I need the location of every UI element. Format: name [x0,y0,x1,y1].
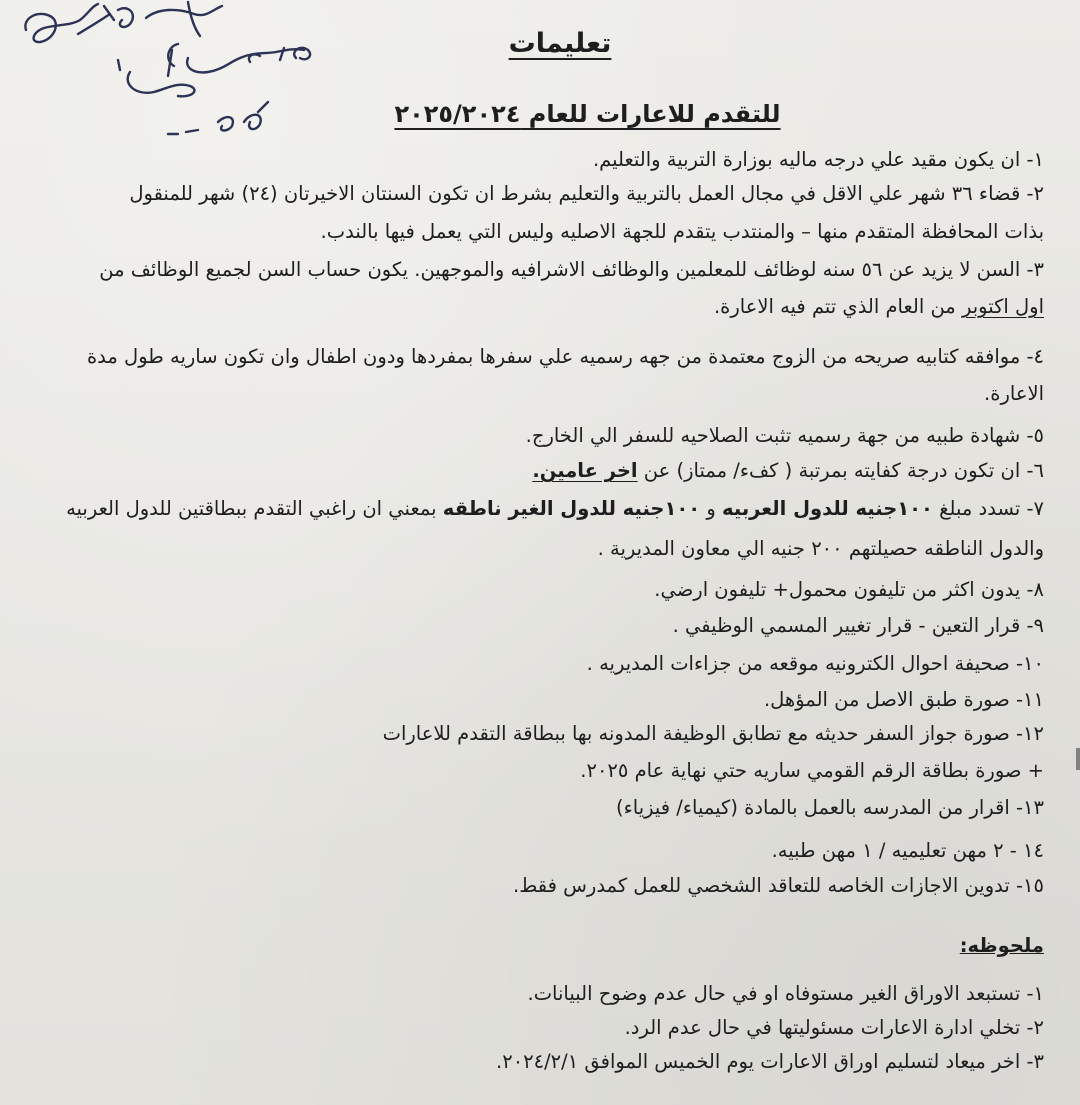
notes-heading: ملحوظه: [959,934,1044,957]
instruction-13: ١٣- اقرار من المدرسه بالعمل بالمادة (كيمياء/ فيزياء) [616,796,1044,819]
bold-period: اخر عامين. [532,459,638,482]
instruction-12-cont: + صورة بطاقة الرقم القومي ساريه حتي نهاية عام ٢٠٢٥. [580,759,1044,782]
note-2: ٢- تخلي ادارة الاعارات مسئوليتها في حال عدم الرد. [624,1016,1044,1039]
instruction-3-cont: اول اكتوبر من العام الذي تتم فيه الاعارة. [713,295,1044,318]
instruction-10: ١٠- صحيفة احوال الكترونيه موقعه من جزاءات المديريه . [586,652,1044,675]
instruction-6: ٦- ان تكون درجة كفايته بمرتبة ( كفء/ ممتاز) عن اخر عامين. [532,459,1044,482]
note-1: ١- تستبعد الاوراق الغير مستوفاه او في حال عدم وضوح البيانات. [527,982,1044,1005]
instruction-2: ٢- قضاء ٣٦ شهر علي الاقل في مجال العمل بالتربية والتعليم بشرط ان تكون السنتان الاخيرتان (٢٤) شهر للمنقول [129,182,1044,205]
note-3: ٣- اخر ميعاد لتسليم اوراق الاعارات يوم الخميس الموافق ٢٠٢٤/٢/١. [496,1050,1044,1073]
instruction-3: ٣- السن لا يزيد عن ٥٦ سنه لوظائف للمعلمين والوظائف الاشرافيه والموجهين. يكون حساب السن لجميع الوظائف من [99,258,1044,281]
instruction-4: ٤- موافقه كتابيه صريحه من الزوج معتمدة من جهه رسميه علي سفرها بمفردها ودون اطفال وان تكون ساريه طول مدة [86,345,1044,368]
instruction-14: ١٤ - ٢ مهن تعليميه / ١ مهن طبيه. [771,839,1044,862]
page-title: تعليمات [508,28,612,59]
fee-arab-countries: ١٠٠جنيه للدول العربيه [722,497,933,520]
instruction-15: ١٥- تدوين الاجازات الخاصه للتعاقد الشخصي للعمل كمدرس فقط. [513,874,1044,897]
instruction-8: ٨- يدون اكثر من تليفون محمول+ تليفون ارضي. [654,578,1044,601]
instruction-7-cont: والدول الناطقه حصيلتهم ٢٠٠ جنيه الي معاون المديرية . [597,537,1044,560]
instruction-9: ٩- قرار التعين - قرار تغيير المسمي الوظيفي . [672,614,1044,637]
instruction-4-cont: الاعارة. [984,382,1044,405]
underlined-date: اول اكتوبر [961,295,1044,318]
page-edge-mark [1076,748,1080,770]
instruction-1: ١- ان يكون مقيد علي درجه ماليه بوزارة التربية والتعليم. [592,148,1044,171]
instruction-2-cont: بذات المحافظة المتقدم منها – والمنتدب يتقدم للجهة الاصليه وليس التي يعمل فيها بالندب. [320,220,1044,243]
fee-non-arab-countries: ١٠٠جنيه للدول الغير ناطقه [442,497,701,520]
instruction-12: ١٢- صورة جواز السفر حديثه مع تطابق الوظيفة المدونه بها ببطاقة التقدم للاعارات [382,722,1044,745]
instruction-5: ٥- شهادة طبيه من جهة رسميه تثبت الصلاحيه للسفر الي الخارج. [525,424,1044,447]
instruction-7: ٧- تسدد مبلغ ١٠٠جنيه للدول العربيه و ١٠٠جنيه للدول الغير ناطقه بمعني ان راغبي التقدم ببطاقتين للدول العربيه [66,497,1044,520]
page-subtitle: للتقدم للاعارات للعام ٢٠٢٥/٢٠٢٤ [394,100,781,128]
instruction-11: ١١- صورة طبق الاصل من المؤهل. [763,688,1044,711]
